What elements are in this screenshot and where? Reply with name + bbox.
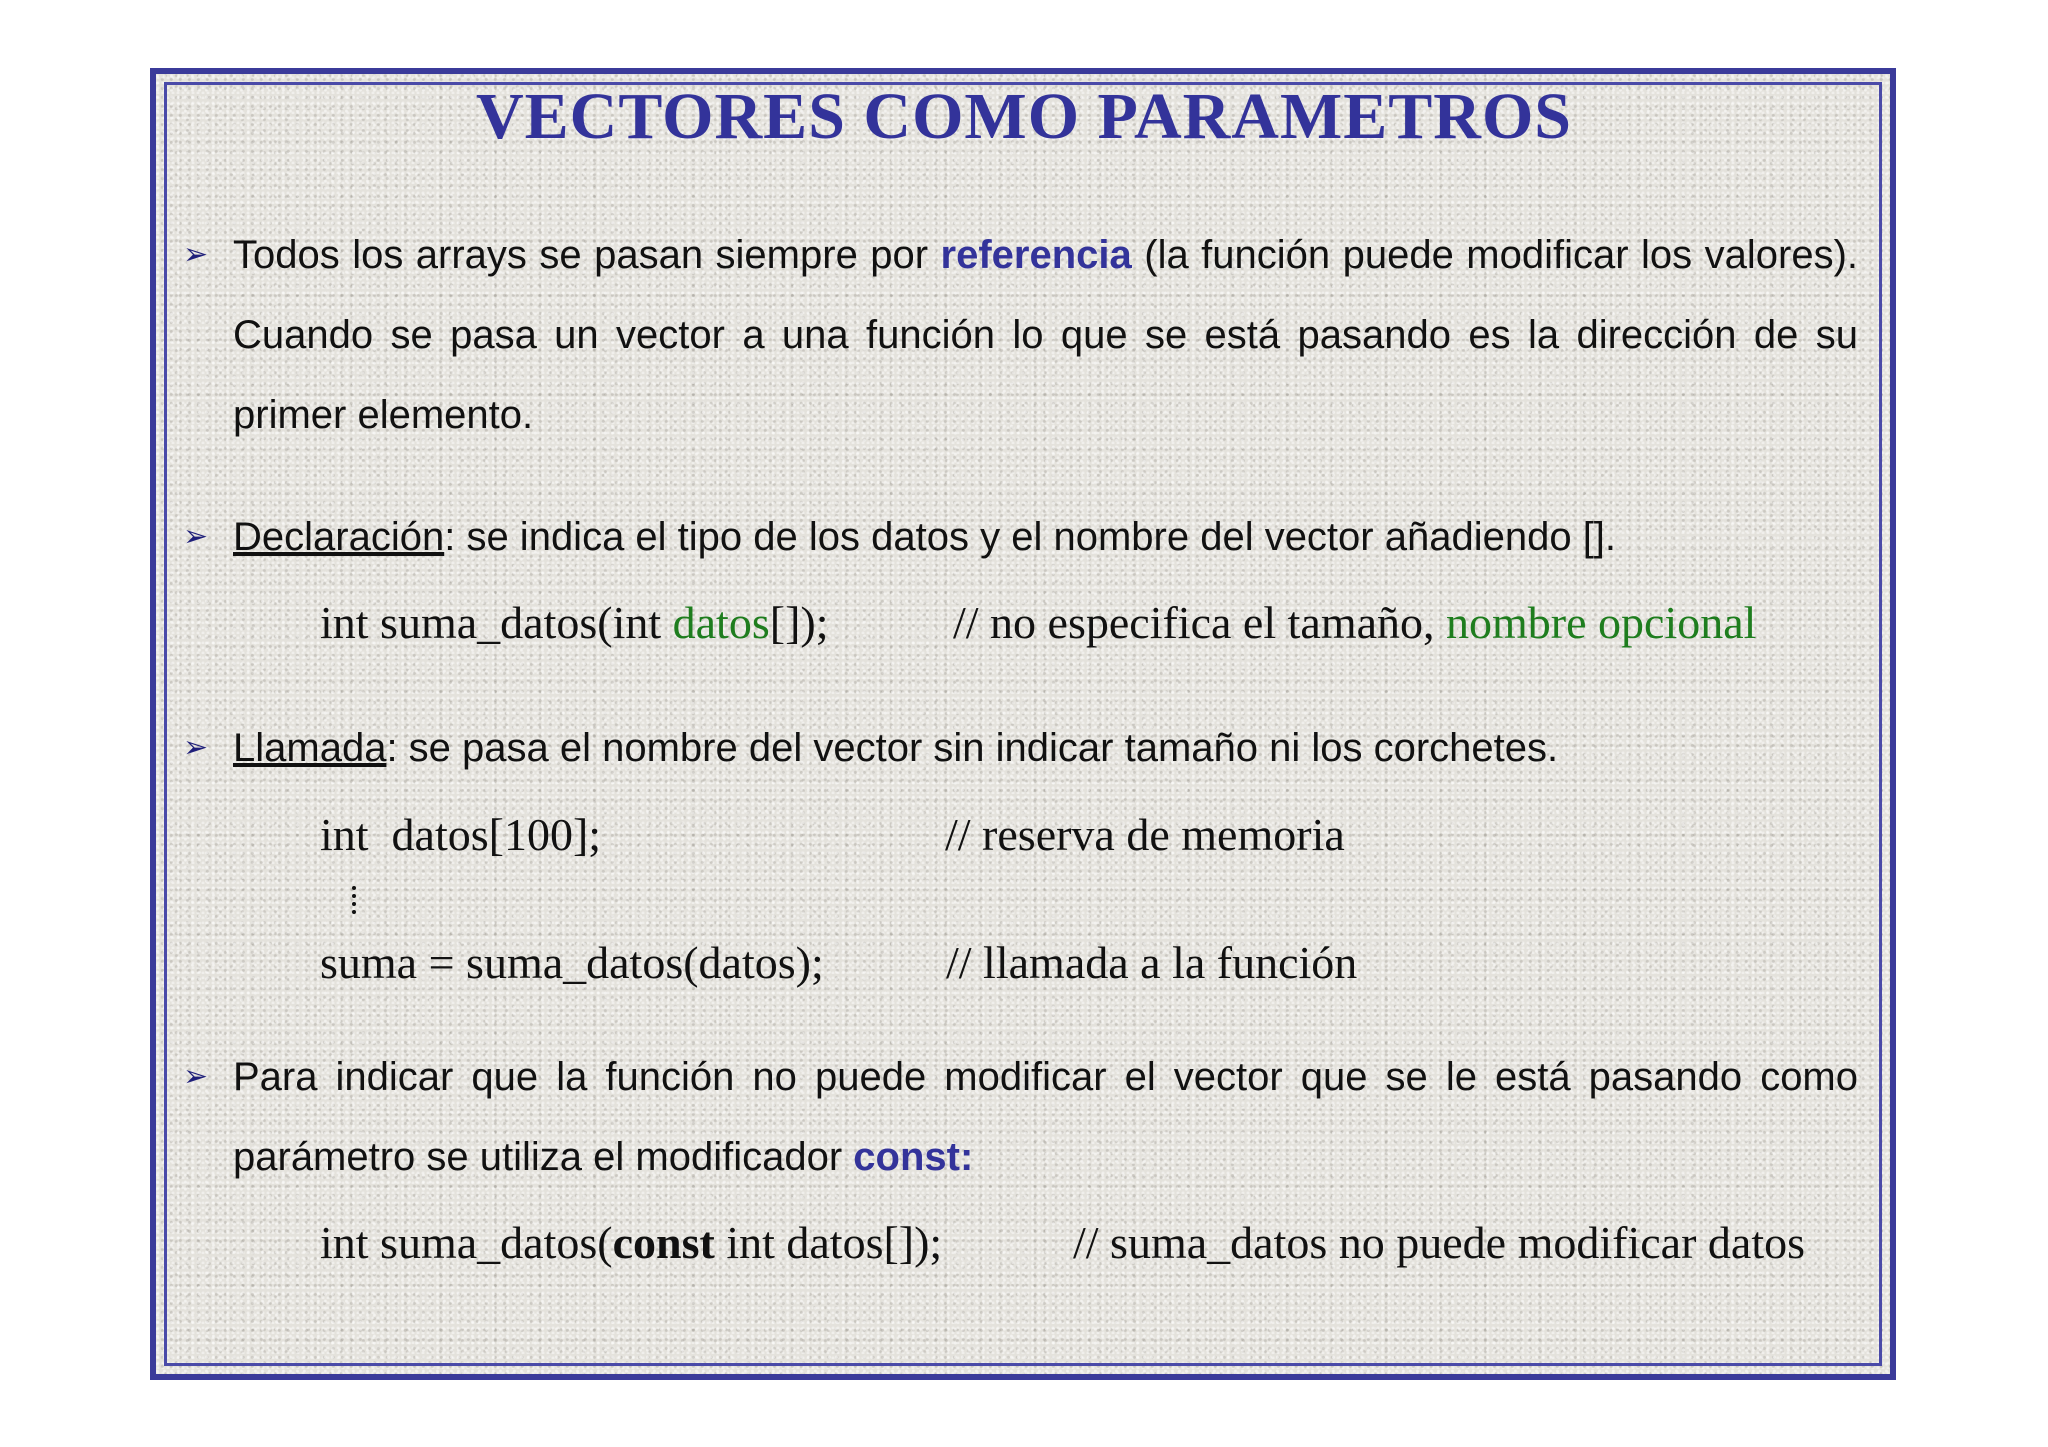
arrow-bullet-icon: ➢ bbox=[183, 237, 209, 272]
bullet-referencia bbox=[233, 215, 1858, 455]
bullet1-pre: Todos los arrays se pasan siempre por bbox=[233, 233, 941, 277]
term-llamada: Llamada bbox=[233, 726, 387, 770]
bullet2-text: : se indica el tipo de los datos y el nombre del vector añadiendo []. bbox=[444, 515, 1617, 559]
code-llamada: suma = suma_datos(datos); bbox=[320, 937, 824, 988]
term-declaracion: Declaración bbox=[233, 515, 445, 559]
keyword-referencia: referencia bbox=[940, 233, 1132, 277]
code-declaration-pre: int suma_datos(int bbox=[320, 597, 673, 648]
bullet-const bbox=[233, 1037, 1858, 1197]
code-declaration-post: []); bbox=[769, 597, 829, 648]
keyword-const: const: bbox=[853, 1135, 974, 1179]
arrow-bullet-icon: ➢ bbox=[183, 519, 209, 554]
bullet-llamada bbox=[233, 708, 1858, 788]
comment-declaration bbox=[953, 597, 1757, 648]
bullet-declaracion bbox=[233, 497, 1858, 577]
comment-const: // suma_datos no puede modificar datos bbox=[1073, 1217, 1806, 1268]
arrow-bullet-icon: ➢ bbox=[183, 730, 209, 765]
vertical-ellipsis-icon bbox=[352, 886, 358, 918]
code-reserva: int datos[100]; bbox=[320, 809, 602, 860]
code-declaration-param: datos bbox=[672, 597, 770, 648]
code-const-post: int datos[]); bbox=[714, 1217, 943, 1268]
comment-declaration-text: // no especifica el tamaño, bbox=[953, 597, 1447, 648]
code-const-pre: int suma_datos( bbox=[320, 1217, 613, 1268]
code-const-keyword: const bbox=[612, 1217, 715, 1268]
comment-reserva: // reserva de memoria bbox=[945, 809, 1345, 860]
code-const bbox=[320, 1217, 943, 1268]
bullet3-text: : se pasa el nombre del vector sin indicar tamaño ni los corchetes. bbox=[386, 726, 1559, 770]
code-declaration bbox=[320, 597, 829, 648]
arrow-bullet-icon: ➢ bbox=[183, 1059, 209, 1094]
comment-llamada: // llamada a la función bbox=[946, 937, 1358, 988]
comment-declaration-green: nombre opcional bbox=[1446, 597, 1757, 648]
bullet1-post: (la función puede modificar los valores). Cuando se pasa un vector a una función lo que se está pasando es la dirección de su primer elemento. bbox=[233, 233, 1858, 437]
slide-title: VECTORES COMO PARAMETROS bbox=[476, 80, 1572, 153]
bullet4-pre: Para indicar que la función no puede modificar el vector que se le está pasando como parámetro se utiliza el modificador bbox=[233, 1055, 1858, 1179]
